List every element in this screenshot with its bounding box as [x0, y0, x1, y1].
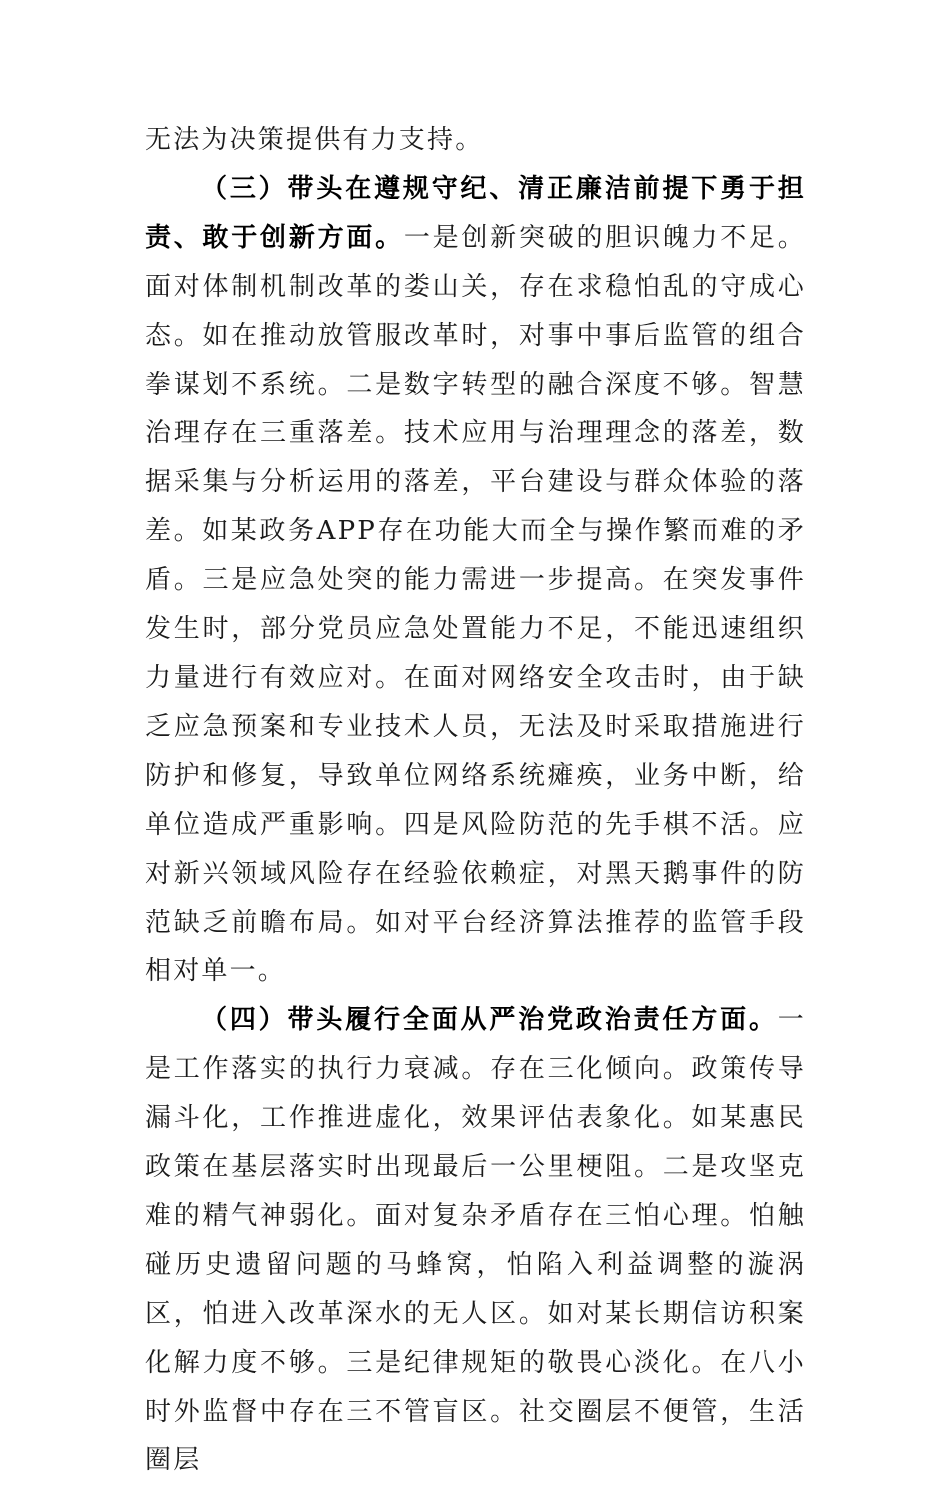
- paragraph-body: 无法为决策提供有力支持。: [145, 125, 484, 155]
- paragraph-continuation: [145, 116, 806, 165]
- section-heading: （三）带头在遵规守纪、清正廉洁前提下勇于担责、敢于创新方面。: [145, 173, 806, 253]
- paragraph-body: 一是工作落实的执行力衰减。存在三化倾向。政策传导漏斗化，工作推进虚化，效果评估表象化。如某惠民政策在基层落实时出现最后一公里梗阻。二是攻坚克难的精气神弱化。面对复杂矛盾存在三怕心理。怕触碰历史遗留问题的马蜂窝，怕陷入利益调整的漩涡区，怕进入改革深水的无人区。如对某长期信访积案化解力度不够。三是纪律规矩的敬畏心淡化。在八小时外监督中存在三不管盲区。社交圈层不便管，生活圈层: [145, 1005, 806, 1476]
- section-heading: （四）带头履行全面从严治党政治责任方面。: [201, 1005, 778, 1036]
- document-body: [145, 116, 806, 1485]
- paragraph-body: 一是创新突破的胆识魄力不足。面对体制机制改革的娄山关，存在求稳怕乱的守成心态。如在推动放管服改革时，对事中事后监管的组合拳谋划不系统。二是数字转型的融合深度不够。智慧治理存在三重落差。技术应用与治理理念的落差，数据采集与分析运用的落差，平台建设与群众体验的落差。如某政务APP存在功能大而全与操作繁而难的矛盾。三是应急处突的能力需进一步提高。在突发事件发生时，部分党员应急处置能力不足，不能迅速组织力量进行有效应对。在面对网络安全攻击时，由于缺乏应急预案和专业技术人员，无法及时采取措施进行防护和修复，导致单位网络系统瘫痪，业务中断，给单位造成严重影响。四是风险防范的先手棋不活。应对新兴领域风险存在经验依赖症，对黑天鹅事件的防范缺乏前瞻布局。如对平台经济算法推荐的监管手段相对单一。: [145, 222, 806, 987]
- paragraph-section-3: [145, 165, 806, 996]
- paragraph-section-4: [145, 996, 806, 1485]
